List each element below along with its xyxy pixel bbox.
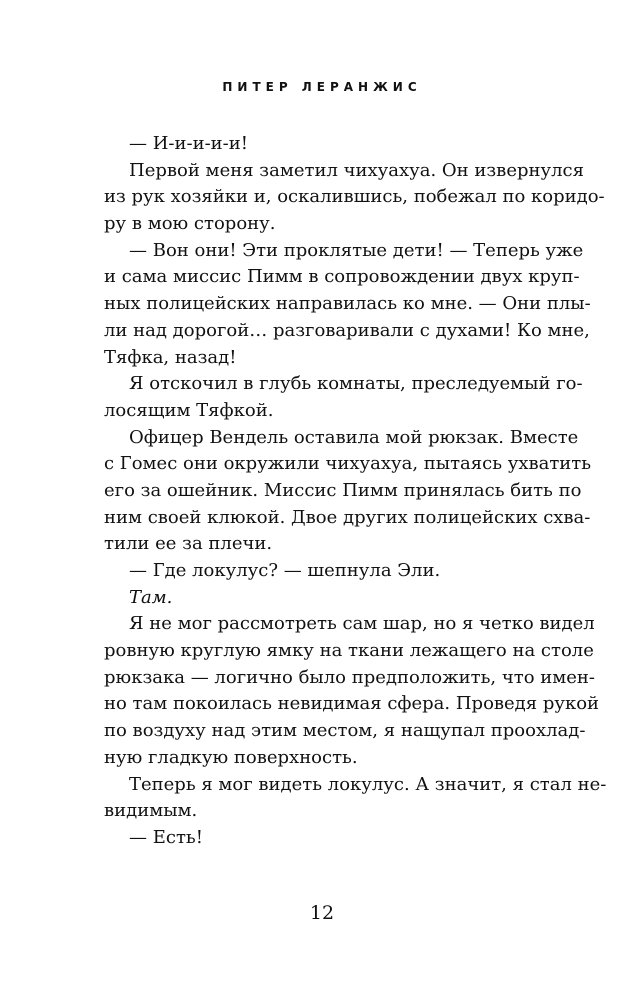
text-line: ним своей клюкой. Двое других полицейских схва- <box>104 506 591 528</box>
text-line: видимым. <box>104 800 198 822</box>
page-number: 12 <box>309 902 335 924</box>
text-line: но там покоилась невидимая сфера. Проведя рукой <box>104 693 600 715</box>
text-line: — И-и-и-и-и! <box>129 133 248 154</box>
text-line: лосящим Тяфкой. <box>104 399 274 421</box>
text-line: рюкзака — логично было предположить, что имен- <box>104 666 595 688</box>
text-line: из рук хозяйки и, оскалившись, побежал по коридо- <box>104 186 605 208</box>
text-line: и сама миссис Пимм в сопровождении двух круп- <box>104 266 580 288</box>
text-line: по воздуху над этим местом, я нащупал проохлад- <box>104 720 586 742</box>
text-line: Я отскочил в глубь комнаты, преследуемый го- <box>129 373 583 395</box>
text-line: с Гомес они окружили чихуахуа, пытаясь ухватить <box>104 453 592 475</box>
text-line: — Вон они! Эти проклятые дети! — Теперь уже <box>129 239 584 261</box>
text-line: его за ошейник. Миссис Пимм принялась бить по <box>104 479 582 501</box>
text-line: Теперь я мог видеть локулус. А значит, я стал не- <box>129 773 607 795</box>
text-line: Офицер Вендель оставила мой рюкзак. Вместе <box>129 426 579 448</box>
text-line: ную гладкую поверхность. <box>104 746 358 768</box>
text-line: — Есть! <box>129 826 203 848</box>
text-line: ру в мою сторону. <box>104 213 276 235</box>
text-line: тили ее за плечи. <box>104 533 273 555</box>
body-text <box>104 131 607 852</box>
text-line: — Где локулус? — шепнула Эли. <box>129 560 441 581</box>
text-line: ных полицейских направилась ко мне. — Они плы- <box>104 293 591 315</box>
text-line: Первой меня заметил чихуахуа. Он извернулся <box>129 159 584 181</box>
text-line: ровную круглую ямку на ткани лежащего на столе <box>104 640 594 662</box>
running-head: ПИТЕР ЛЕРАНЖИС <box>222 80 422 94</box>
text-line: Тяфка, назад! <box>104 346 237 368</box>
text-line: ли над дорогой… разговаривали с духами! Ко мне, <box>104 319 590 341</box>
text-line: Я не мог рассмотреть сам шар, но я четко видел <box>129 613 595 635</box>
text-line: Там. <box>129 586 173 608</box>
